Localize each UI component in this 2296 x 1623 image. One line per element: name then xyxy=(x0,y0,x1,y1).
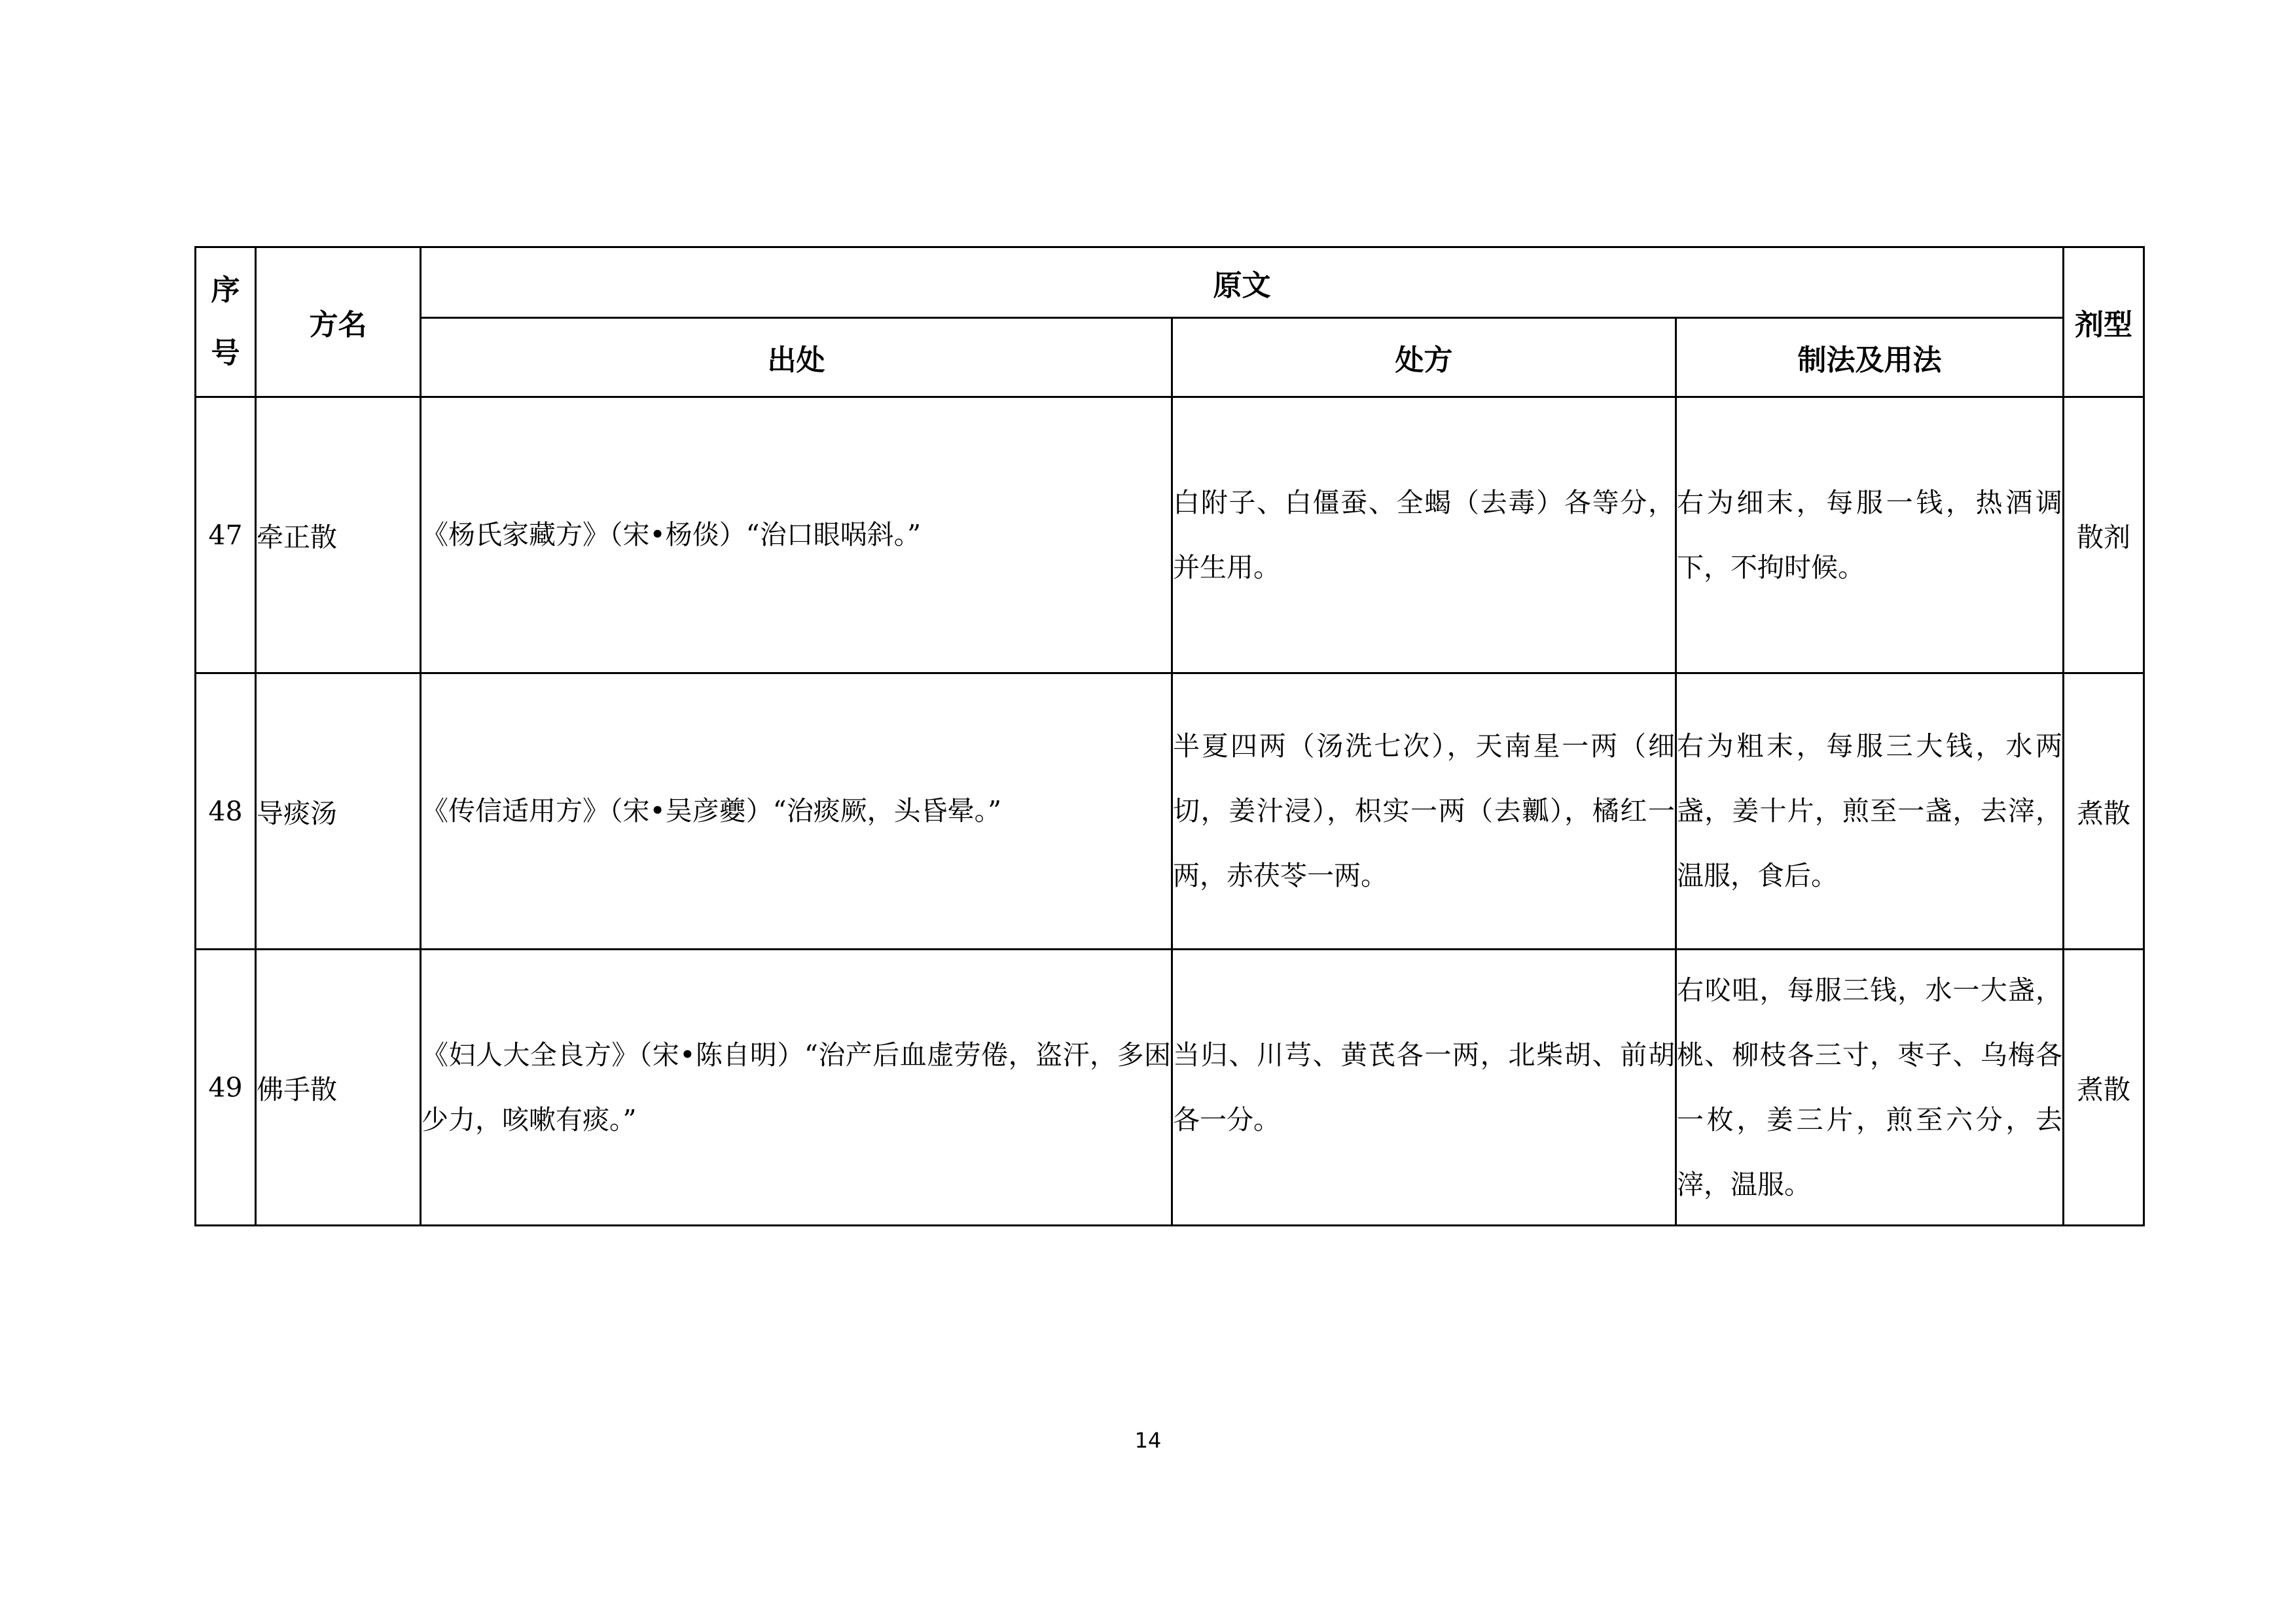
row-dosage-form: 煮散 xyxy=(2064,950,2144,1226)
header-seq-char-1: 序 xyxy=(211,274,240,307)
table-row xyxy=(196,397,2144,673)
row-prescription: 当归、川芎、黄芪各一两，北柴胡、前胡各一分。 xyxy=(1172,950,1676,1226)
table-row xyxy=(196,673,2144,950)
row-preparation: 右为粗末，每服三大钱，水两盏，姜十片，煎至一盏，去滓，温服，食后。 xyxy=(1676,673,2064,950)
row-prescription: 白附子、白僵蚕、全蝎（去毒）各等分，并生用。 xyxy=(1172,397,1676,673)
header-seq xyxy=(196,247,256,397)
row-dosage-form: 散剂 xyxy=(2064,397,2144,673)
row-dosage-form: 煮散 xyxy=(2064,673,2144,950)
row-name: 牵正散 xyxy=(256,397,421,673)
row-seq: 48 xyxy=(196,673,256,950)
table-row xyxy=(196,950,2144,1226)
row-preparation: 右为细末，每服一钱，热酒调下，不拘时候。 xyxy=(1676,397,2064,673)
header-row-sub xyxy=(196,318,2144,397)
header-name: 方名 xyxy=(256,247,421,397)
header-dosage-form: 剂型 xyxy=(2064,247,2144,397)
header-row-top xyxy=(196,247,2144,318)
row-source: 《妇人大全良方》（宋•陈自明）“治产后血虚劳倦，盗汗，多困少力，咳嗽有痰。” xyxy=(421,950,1172,1226)
page-number: 14 xyxy=(1134,1428,1162,1453)
header-prescription: 处方 xyxy=(1172,318,1676,397)
row-preparation: 右㕮咀，每服三钱，水一大盏，桃、柳枝各三寸，枣子、乌梅各一枚，姜三片，煎至六分，去滓，温服。 xyxy=(1676,950,2064,1226)
row-source: 《杨氏家藏方》（宋•杨倓）“治口眼㖞斜。” xyxy=(421,397,1172,673)
header-original: 原文 xyxy=(421,247,2064,318)
row-name: 佛手散 xyxy=(256,950,421,1226)
row-prescription: 半夏四两（汤洗七次），天南星一两（细切，姜汁浸），枳实一两（去瓤），橘红一两，赤茯苓一两。 xyxy=(1172,673,1676,950)
header-preparation: 制法及用法 xyxy=(1676,318,2064,397)
row-name: 导痰汤 xyxy=(256,673,421,950)
row-seq: 49 xyxy=(196,950,256,1226)
row-seq: 47 xyxy=(196,397,256,673)
header-seq-char-2: 号 xyxy=(211,336,240,370)
header-source: 出处 xyxy=(421,318,1172,397)
row-source: 《传信适用方》（宋•吴彦夔）“治痰厥，头昏晕。” xyxy=(421,673,1172,950)
formula-table xyxy=(194,246,2145,1226)
